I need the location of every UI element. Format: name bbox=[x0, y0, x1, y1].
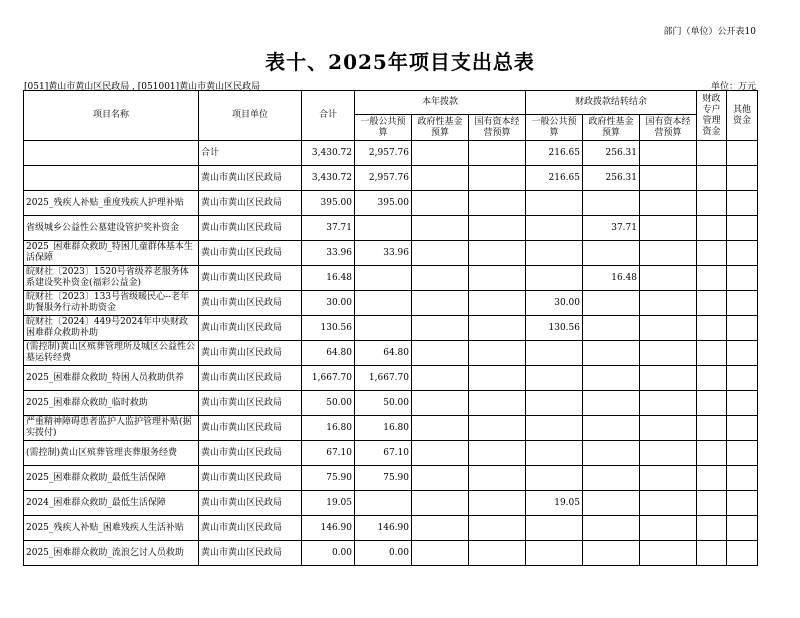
cell-co-general bbox=[526, 341, 583, 366]
cell-co-fund: 256.31 bbox=[583, 166, 640, 191]
cell-co-fund bbox=[583, 491, 640, 516]
cell-special-account bbox=[697, 141, 727, 166]
cell-other bbox=[727, 241, 758, 266]
cell-other bbox=[727, 216, 758, 241]
cell-project-name: 皖财社〔2023〕133号省级暖民心--老年助餐服务行动补助资金 bbox=[24, 291, 199, 316]
cell-total: 3,430.72 bbox=[302, 166, 355, 191]
cell-co-fund bbox=[583, 466, 640, 491]
cell-co-fund: 16.48 bbox=[583, 266, 640, 291]
table-row bbox=[24, 341, 758, 366]
table-row bbox=[24, 191, 758, 216]
cell-total: 1,667.70 bbox=[302, 366, 355, 391]
cell-special-account bbox=[697, 541, 727, 566]
cell-general-budget: 1,667.70 bbox=[355, 366, 412, 391]
cell-co-state bbox=[640, 341, 697, 366]
cell-co-fund bbox=[583, 541, 640, 566]
cell-co-state bbox=[640, 266, 697, 291]
cell-state-capital bbox=[469, 191, 526, 216]
table-row bbox=[24, 316, 758, 341]
cell-co-general bbox=[526, 391, 583, 416]
cell-fund-budget bbox=[412, 541, 469, 566]
cell-state-capital bbox=[469, 441, 526, 466]
table-row bbox=[24, 141, 758, 166]
cell-fund-budget bbox=[412, 366, 469, 391]
cell-project-unit: 黄山市黄山区民政局 bbox=[199, 516, 302, 541]
cell-project-unit: 黄山市黄山区民政局 bbox=[199, 266, 302, 291]
cell-co-general bbox=[526, 241, 583, 266]
cell-co-state bbox=[640, 541, 697, 566]
cell-co-state bbox=[640, 191, 697, 216]
cell-co-fund bbox=[583, 416, 640, 441]
cell-co-general bbox=[526, 541, 583, 566]
header-project-name: 项目名称 bbox=[24, 91, 199, 141]
cell-fund-budget bbox=[412, 266, 469, 291]
cell-project-unit: 黄山市黄山区民政局 bbox=[199, 416, 302, 441]
cell-co-general bbox=[526, 441, 583, 466]
cell-project-name: 2025_困难群众救助_临时救助 bbox=[24, 391, 199, 416]
table-row bbox=[24, 266, 758, 291]
cell-state-capital bbox=[469, 541, 526, 566]
cell-co-fund: 256.31 bbox=[583, 141, 640, 166]
cell-co-state bbox=[640, 241, 697, 266]
cell-general-budget: 67.10 bbox=[355, 441, 412, 466]
cell-state-capital bbox=[469, 466, 526, 491]
cell-project-name: 严重精神障碍患者监护人监护管理补贴(据实拨付) bbox=[24, 416, 199, 441]
page-title: 表十、2025年项目支出总表 bbox=[265, 50, 535, 74]
header-fund-budget: 政府性基金预算 bbox=[412, 115, 469, 141]
cell-total: 64.80 bbox=[302, 341, 355, 366]
cell-total: 19.05 bbox=[302, 491, 355, 516]
cell-fund-budget bbox=[412, 166, 469, 191]
cell-project-unit: 黄山市黄山区民政局 bbox=[199, 316, 302, 341]
cell-total: 33.96 bbox=[302, 241, 355, 266]
cell-co-general bbox=[526, 416, 583, 441]
cell-fund-budget bbox=[412, 416, 469, 441]
cell-total: 16.48 bbox=[302, 266, 355, 291]
cell-total: 146.90 bbox=[302, 516, 355, 541]
table-row bbox=[24, 516, 758, 541]
cell-special-account bbox=[697, 166, 727, 191]
cell-project-unit: 黄山市黄山区民政局 bbox=[199, 491, 302, 516]
cell-state-capital bbox=[469, 266, 526, 291]
cell-other bbox=[727, 266, 758, 291]
cell-project-name: 2025_困难群众救助_流浪乞讨人员救助 bbox=[24, 541, 199, 566]
unit-label: 单位：万元 bbox=[710, 82, 756, 92]
cell-state-capital bbox=[469, 241, 526, 266]
table-row bbox=[24, 166, 758, 191]
table-row bbox=[24, 491, 758, 516]
cell-co-fund bbox=[583, 191, 640, 216]
cell-state-capital bbox=[469, 366, 526, 391]
cell-co-fund bbox=[583, 291, 640, 316]
table-row bbox=[24, 416, 758, 441]
cell-other bbox=[727, 516, 758, 541]
cell-special-account bbox=[697, 266, 727, 291]
cell-special-account bbox=[697, 491, 727, 516]
cell-project-name: 2025_困难群众救助_特困儿童群体基本生活保障 bbox=[24, 241, 199, 266]
cell-other bbox=[727, 541, 758, 566]
cell-general-budget: 75.90 bbox=[355, 466, 412, 491]
table-row bbox=[24, 391, 758, 416]
cell-project-unit: 黄山市黄山区民政局 bbox=[199, 366, 302, 391]
cell-project-unit: 黄山市黄山区民政局 bbox=[199, 341, 302, 366]
cell-other bbox=[727, 441, 758, 466]
cell-state-capital bbox=[469, 316, 526, 341]
cell-other bbox=[727, 366, 758, 391]
cell-fund-budget bbox=[412, 391, 469, 416]
cell-co-state bbox=[640, 441, 697, 466]
cell-project-name: 皖财社〔2024〕449号2024年中央财政困难群众救助补助 bbox=[24, 316, 199, 341]
table-row bbox=[24, 241, 758, 266]
cell-project-unit: 黄山市黄山区民政局 bbox=[199, 191, 302, 216]
cell-special-account bbox=[697, 291, 727, 316]
cell-total: 30.00 bbox=[302, 291, 355, 316]
cell-co-state bbox=[640, 416, 697, 441]
cell-co-general: 30.00 bbox=[526, 291, 583, 316]
cell-project-name: 2025_残疾人补贴_重度残疾人护理补贴 bbox=[24, 191, 199, 216]
cell-other bbox=[727, 291, 758, 316]
header-total: 合计 bbox=[302, 91, 355, 141]
cell-general-budget: 2,957.76 bbox=[355, 141, 412, 166]
cell-general-budget: 33.96 bbox=[355, 241, 412, 266]
cell-special-account bbox=[697, 241, 727, 266]
cell-general-budget bbox=[355, 266, 412, 291]
cell-project-name: 2025_残疾人补贴_困难残疾人生活补贴 bbox=[24, 516, 199, 541]
cell-co-general: 130.56 bbox=[526, 316, 583, 341]
cell-other bbox=[727, 341, 758, 366]
cell-total: 16.80 bbox=[302, 416, 355, 441]
table-row bbox=[24, 541, 758, 566]
cell-co-fund bbox=[583, 366, 640, 391]
cell-state-capital bbox=[469, 416, 526, 441]
cell-special-account bbox=[697, 316, 727, 341]
header-general-budget: 一般公共预算 bbox=[355, 115, 412, 141]
cell-total: 3,430.72 bbox=[302, 141, 355, 166]
cell-total: 37.71 bbox=[302, 216, 355, 241]
cell-project-unit: 合计 bbox=[199, 141, 302, 166]
cell-special-account bbox=[697, 391, 727, 416]
cell-project-name: 2024_困难群众救助_最低生活保障 bbox=[24, 491, 199, 516]
cell-project-name: 2025_困难群众救助_特困人员救助供养 bbox=[24, 366, 199, 391]
cell-co-state bbox=[640, 291, 697, 316]
cell-co-general bbox=[526, 466, 583, 491]
cell-fund-budget bbox=[412, 216, 469, 241]
table-row bbox=[24, 466, 758, 491]
cell-other bbox=[727, 416, 758, 441]
cell-co-state bbox=[640, 466, 697, 491]
report-code-label: 部门（单位）公开表10 bbox=[663, 27, 756, 37]
cell-project-unit: 黄山市黄山区民政局 bbox=[199, 166, 302, 191]
cell-other bbox=[727, 166, 758, 191]
cell-special-account bbox=[697, 216, 727, 241]
cell-co-general: 19.05 bbox=[526, 491, 583, 516]
cell-project-name bbox=[24, 166, 199, 191]
cell-co-state bbox=[640, 516, 697, 541]
cell-project-unit: 黄山市黄山区民政局 bbox=[199, 291, 302, 316]
cell-state-capital bbox=[469, 341, 526, 366]
cell-general-budget: 0.00 bbox=[355, 541, 412, 566]
header-special-account: 财政专户管理资金 bbox=[697, 91, 727, 141]
cell-fund-budget bbox=[412, 466, 469, 491]
header-state-capital: 国有资本经营预算 bbox=[469, 115, 526, 141]
cell-general-budget: 146.90 bbox=[355, 516, 412, 541]
cell-general-budget bbox=[355, 491, 412, 516]
cell-state-capital bbox=[469, 216, 526, 241]
cell-fund-budget bbox=[412, 141, 469, 166]
cell-total: 67.10 bbox=[302, 441, 355, 466]
cell-other bbox=[727, 316, 758, 341]
cell-state-capital bbox=[469, 516, 526, 541]
cell-total: 50.00 bbox=[302, 391, 355, 416]
cell-co-state bbox=[640, 166, 697, 191]
cell-project-unit: 黄山市黄山区民政局 bbox=[199, 391, 302, 416]
cell-fund-budget bbox=[412, 316, 469, 341]
cell-project-name: (需控制)黄山区殡葬管理丧葬服务经费 bbox=[24, 441, 199, 466]
cell-general-budget: 395.00 bbox=[355, 191, 412, 216]
cell-total: 395.00 bbox=[302, 191, 355, 216]
cell-total: 0.00 bbox=[302, 541, 355, 566]
cell-project-name: (需控制)黄山区殡葬管理所及城区公益性公墓运转经费 bbox=[24, 341, 199, 366]
cell-state-capital bbox=[469, 141, 526, 166]
cell-co-general: 216.65 bbox=[526, 141, 583, 166]
cell-co-state bbox=[640, 316, 697, 341]
table-row bbox=[24, 366, 758, 391]
cell-state-capital bbox=[469, 391, 526, 416]
cell-project-unit: 黄山市黄山区民政局 bbox=[199, 241, 302, 266]
cell-project-name bbox=[24, 141, 199, 166]
cell-project-name: 省级城乡公益性公墓建设管护奖补资金 bbox=[24, 216, 199, 241]
cell-co-state bbox=[640, 366, 697, 391]
cell-project-unit: 黄山市黄山区民政局 bbox=[199, 216, 302, 241]
cell-project-unit: 黄山市黄山区民政局 bbox=[199, 466, 302, 491]
cell-general-budget: 2,957.76 bbox=[355, 166, 412, 191]
cell-special-account bbox=[697, 416, 727, 441]
cell-state-capital bbox=[469, 166, 526, 191]
cell-co-fund bbox=[583, 516, 640, 541]
cell-project-unit: 黄山市黄山区民政局 bbox=[199, 541, 302, 566]
cell-co-general bbox=[526, 216, 583, 241]
cell-other bbox=[727, 191, 758, 216]
cell-general-budget bbox=[355, 291, 412, 316]
cell-co-state bbox=[640, 491, 697, 516]
cell-other bbox=[727, 491, 758, 516]
cell-special-account bbox=[697, 466, 727, 491]
cell-co-state bbox=[640, 391, 697, 416]
cell-co-general bbox=[526, 266, 583, 291]
cell-co-fund bbox=[583, 391, 640, 416]
cell-project-name: 2025_困难群众救助_最低生活保障 bbox=[24, 466, 199, 491]
cell-co-fund bbox=[583, 241, 640, 266]
cell-general-budget: 64.80 bbox=[355, 341, 412, 366]
cell-special-account bbox=[697, 341, 727, 366]
cell-co-general bbox=[526, 191, 583, 216]
cell-special-account bbox=[697, 191, 727, 216]
cell-other bbox=[727, 391, 758, 416]
cell-state-capital bbox=[469, 291, 526, 316]
cell-fund-budget bbox=[412, 341, 469, 366]
cell-co-state bbox=[640, 216, 697, 241]
cell-fund-budget bbox=[412, 441, 469, 466]
cell-general-budget bbox=[355, 316, 412, 341]
header-other: 其他资金 bbox=[727, 91, 758, 141]
cell-special-account bbox=[697, 366, 727, 391]
header-co-general: 一般公共预算 bbox=[526, 115, 583, 141]
cell-general-budget: 16.80 bbox=[355, 416, 412, 441]
header-carryover: 财政拨款结转结余 bbox=[526, 91, 697, 115]
cell-general-budget: 50.00 bbox=[355, 391, 412, 416]
cell-total: 75.90 bbox=[302, 466, 355, 491]
cell-co-fund: 37.71 bbox=[583, 216, 640, 241]
cell-special-account bbox=[697, 441, 727, 466]
cell-project-unit: 黄山市黄山区民政局 bbox=[199, 441, 302, 466]
cell-fund-budget bbox=[412, 291, 469, 316]
cell-co-state bbox=[640, 141, 697, 166]
cell-total: 130.56 bbox=[302, 316, 355, 341]
header-current-year: 本年拨款 bbox=[355, 91, 526, 115]
table-row bbox=[24, 291, 758, 316]
cell-project-name: 皖财社〔2023〕1520号省级养老服务体系建设奖补资金(福彩公益金) bbox=[24, 266, 199, 291]
cell-co-fund bbox=[583, 341, 640, 366]
cell-co-general bbox=[526, 516, 583, 541]
cell-special-account bbox=[697, 516, 727, 541]
header-co-fund: 政府性基金预算 bbox=[583, 115, 640, 141]
cell-co-fund bbox=[583, 316, 640, 341]
cell-general-budget bbox=[355, 216, 412, 241]
table-row bbox=[24, 216, 758, 241]
project-expenditure-table bbox=[23, 90, 758, 566]
cell-co-fund bbox=[583, 441, 640, 466]
cell-co-general: 216.65 bbox=[526, 166, 583, 191]
header-co-state: 国有资本经营预算 bbox=[640, 115, 697, 141]
header-project-unit: 项目单位 bbox=[199, 91, 302, 141]
cell-state-capital bbox=[469, 491, 526, 516]
cell-co-general bbox=[526, 366, 583, 391]
cell-other bbox=[727, 141, 758, 166]
cell-fund-budget bbox=[412, 516, 469, 541]
cell-fund-budget bbox=[412, 491, 469, 516]
department-info: [051]黄山市黄山区民政局 , [051001]黄山市黄山区民政局 bbox=[24, 82, 261, 92]
cell-other bbox=[727, 466, 758, 491]
cell-fund-budget bbox=[412, 191, 469, 216]
cell-fund-budget bbox=[412, 241, 469, 266]
table-row bbox=[24, 441, 758, 466]
